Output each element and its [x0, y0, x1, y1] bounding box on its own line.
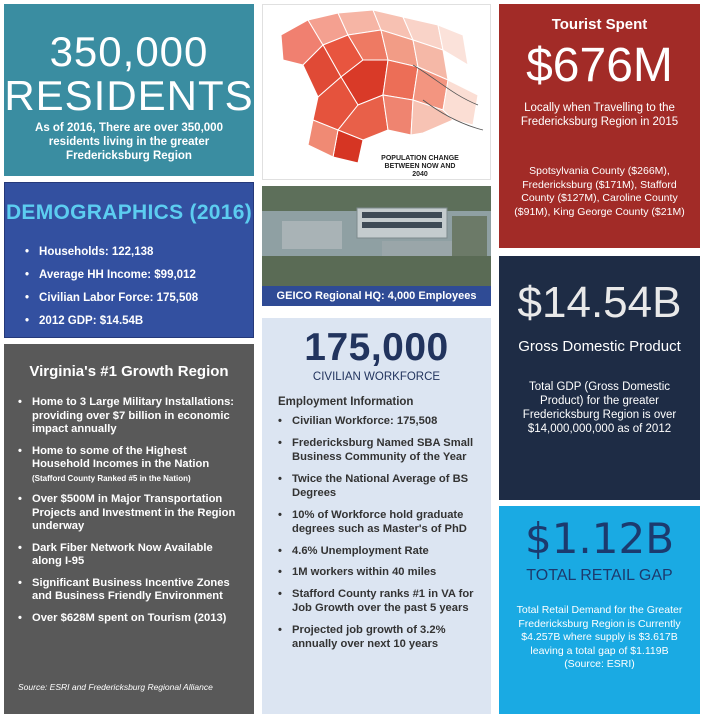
tourist-panel — [499, 4, 700, 248]
retail-panel — [499, 506, 700, 714]
residents-description: As of 2016, There are over 350,000 residents living in the greater Fredericksburg Region — [35, 122, 223, 162]
aerial-photo-graphic — [262, 186, 491, 286]
growth-item-text: Dark Fiber Network Now Available along I-95 — [32, 541, 213, 567]
growth-item — [18, 542, 244, 569]
workforce-number: 175,000 — [304, 326, 449, 369]
demographics-panel — [4, 182, 254, 338]
photo-caption: GEICO Regional HQ: 4,000 Employees — [262, 286, 491, 306]
tourist-title: Tourist Spent — [551, 16, 648, 33]
retail-title: TOTAL RETAIL GAP — [526, 567, 673, 584]
growth-item — [18, 577, 244, 604]
demographics-item: • Civilian Labor Force: 175,508 — [25, 287, 198, 310]
growth-source: Source: ESRI and Fredericksburg Regional Alliance — [18, 682, 213, 692]
gdp-amount: $14.54B — [517, 278, 682, 327]
workforce-item: • Twice the National Average of BS Degrees — [278, 472, 481, 501]
growth-item — [18, 396, 244, 437]
workforce-item: • Stafford County ranks #1 in VA for Job Growth over the past 5 years — [278, 587, 481, 616]
workforce-item: • 1M workers within 40 miles — [278, 565, 481, 580]
workforce-item: • Projected job growth of 3.2% annually over next 10 years — [278, 623, 481, 652]
employment-info-title: Employment Information — [278, 396, 414, 408]
growth-item-text: Home to 3 Large Military Installations: providing over $7 billion in economic impact annually — [32, 396, 235, 435]
retail-description: Total Retail Demand for the Greater Fredericksburg Region is Currently $4.257B where supply is $3.617B leaving a total gap of $1.119B (Source: ESRI) — [516, 604, 683, 670]
map-caption: POPULATION CHANGE BETWEEN NOW AND 2040 — [381, 155, 459, 178]
workforce-item: • 10% of Workforce hold graduate degrees such as Master's of PhD — [278, 508, 481, 537]
growth-item-sub: (Stafford County Ranked #5 in the Nation) — [32, 473, 191, 483]
residents-number: 350,000 — [49, 28, 209, 75]
demographics-item: • Average HH Income: $99,012 — [25, 264, 198, 287]
workforce-item: • Civilian Workforce: 175,508 — [278, 414, 481, 429]
residents-label: RESIDENTS — [4, 72, 254, 119]
tourist-amount: $676M — [526, 39, 673, 92]
gdp-title: Gross Domestic Product — [518, 338, 681, 355]
demographics-item: • Households: 122,138 — [25, 241, 198, 264]
growth-panel — [4, 344, 254, 714]
growth-item-text: Significant Business Incentive Zones and Business Friendly Environment — [32, 576, 230, 602]
workforce-panel — [262, 318, 491, 714]
growth-list — [18, 396, 244, 633]
demographics-list — [25, 241, 198, 333]
growth-item — [18, 493, 244, 534]
retail-amount: $1.12B — [524, 514, 675, 563]
demographics-title: DEMOGRAPHICS (2016) — [5, 201, 253, 224]
workforce-item: • Fredericksburg Named SBA Small Business Community of the Year — [278, 436, 481, 465]
growth-item-text: Home to some of the Highest Household Incomes in the Nation — [32, 444, 210, 470]
gdp-panel — [499, 256, 700, 500]
workforce-list — [278, 414, 481, 659]
tourist-breakdown: Spotsylvania County ($266M), Fredericksburg ($171M), Stafford County ($127M), Caroline County ($91M), King George County ($21M) — [514, 165, 685, 218]
residents-panel — [4, 4, 254, 176]
growth-item-text: Over $628M spent on Tourism (2013) — [32, 611, 227, 624]
tourist-description: Locally when Travelling to the Fredericksburg Region in 2015 — [520, 102, 679, 128]
demographics-item: • 2012 GDP: $14.54B — [25, 310, 198, 333]
workforce-item: • 4.6% Unemployment Rate — [278, 544, 481, 559]
growth-item — [18, 612, 244, 626]
geico-photo — [262, 186, 491, 306]
gdp-description: Total GDP (Gross Domestic Product) for the greater Fredericksburg Region is over $14,000,000,000 as of 2012 — [522, 381, 677, 435]
growth-item-text: Over $500M in Major Transportation Projects and Investment in the Region underway — [32, 493, 236, 532]
population-map — [262, 4, 491, 180]
workforce-label: CIVILIAN WORKFORCE — [312, 371, 441, 383]
growth-item — [18, 445, 244, 486]
growth-title: Virginia's #1 Growth Region — [29, 363, 229, 380]
